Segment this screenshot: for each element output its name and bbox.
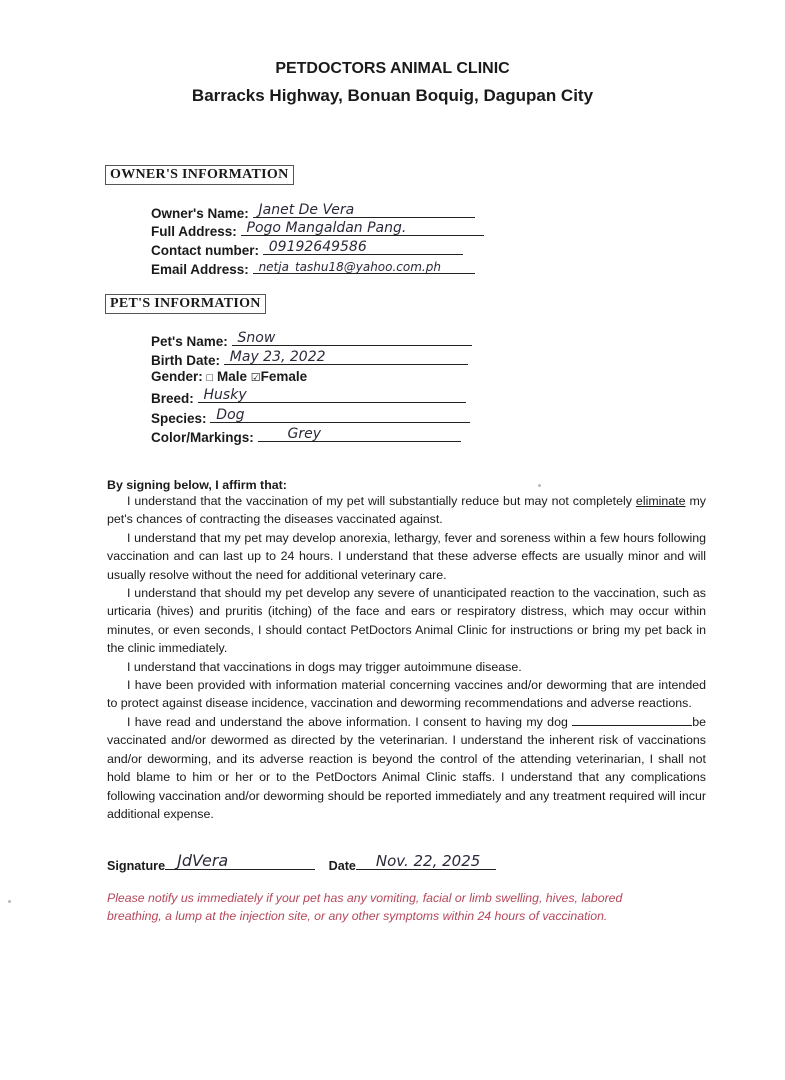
date-input[interactable] (356, 852, 496, 870)
species-input[interactable] (210, 408, 470, 423)
male-checkbox[interactable]: □ (206, 372, 214, 384)
owner-name-label: Owner's Name: (151, 206, 249, 221)
pet-information-heading: PET'S INFORMATION (105, 294, 266, 314)
breed-input[interactable] (198, 388, 466, 403)
gender-label: Gender: (151, 369, 203, 384)
affirmation-heading: By signing below, I affirm that: (107, 478, 287, 492)
affirmation-paragraph (107, 492, 706, 529)
pet-name-input[interactable] (232, 331, 472, 346)
eliminate-underlined: eliminate (635, 494, 686, 508)
email-address-input[interactable] (253, 259, 475, 274)
date-label: Date (328, 859, 356, 873)
affirmation-paragraph: I understand that vaccinations in dogs may trigger autoimmune disease. (127, 659, 522, 674)
affirmation-paragraph: I understand that my pet may develop anorexia, lethargy, fever and soreness within a few hours following vaccination and can last up to 24 hours. I understand that these adverse effects are usually minor and will usually resolve without the need for additional veterinary care. (107, 530, 706, 582)
color-markings-label: Color/Markings: (151, 430, 254, 445)
clinic-address: Barracks Highway, Bonuan Boquig, Dagupan City (191, 86, 594, 105)
contact-number-input[interactable] (263, 240, 463, 255)
birth-date-label: Birth Date: (151, 353, 221, 368)
email-address-value: netja_tashu18@yahoo.com.ph (258, 260, 441, 274)
contact-number-field (151, 240, 463, 258)
birth-date-field (151, 350, 468, 368)
contact-number-label: Contact number: (151, 243, 259, 258)
owner-name-input[interactable] (253, 203, 475, 218)
male-label: Male (216, 369, 247, 384)
species-field (151, 408, 470, 426)
species-value: Dog (216, 407, 245, 423)
signature-row (107, 851, 496, 873)
date-value: Nov. 22, 2025 (375, 852, 481, 870)
full-address-label: Full Address: (151, 224, 237, 239)
consent-paragraph (107, 713, 706, 823)
color-markings-value: Grey (287, 426, 322, 442)
birth-date-value: May 23, 2022 (229, 349, 326, 365)
email-address-label: Email Address: (151, 262, 249, 277)
contact-number-value: 09192649586 (268, 239, 367, 255)
affirmation-text (107, 492, 706, 823)
paragraph-text: be vaccinated and/or dewormed as directed by the veterinarian. I understand the inherent risk of vaccinations and/or deworming, and its adverse reaction is beyond the control of the attending veterinarian, I shall not hold blame to him or her or to the PetDoctors Animal Clinic staffs. I understand that any complications following vaccination and/or deworming should be reported immediately and any treatment required will incur additional expense. (107, 714, 706, 821)
breed-field (151, 388, 466, 406)
owner-information-heading: OWNER'S INFORMATION (105, 165, 294, 185)
scan-speck (538, 484, 541, 487)
paragraph-text: I have read and understand the above information. I consent to having my dog (127, 714, 573, 729)
full-address-value: Pogo Mangaldan Pang. (246, 220, 407, 236)
signature-value: JdVera (177, 851, 229, 870)
color-markings-field (151, 427, 461, 445)
signature-input[interactable] (165, 851, 315, 870)
dog-name-blank[interactable] (572, 713, 692, 726)
owner-name-field (151, 203, 475, 221)
gender-field (151, 369, 307, 384)
color-markings-input[interactable] (258, 427, 461, 442)
species-label: Species: (151, 411, 207, 426)
affirmation-paragraph: I have been provided with information material concerning vaccines and/or deworming that are intended to protect against disease incidence, vaccination and deworming recommendations and adverse reactions. (107, 678, 706, 711)
affirmation-paragraph: I understand that should my pet develop any severe of unanticipated reaction to the vaccination, such as urticaria (hives) and pruritis (itching) of the face and ears or respiratory distress, which may occur within minutes, or even seconds, I should contact PetDoctors Animal Clinic for instructions or bring my pet back in the clinic immediately. (107, 586, 706, 656)
scan-speck (8, 900, 11, 903)
full-address-field (151, 221, 484, 239)
breed-label: Breed: (151, 391, 194, 406)
pet-name-value: Snow (237, 330, 276, 346)
signature-label: Signature (107, 859, 166, 873)
birth-date-input[interactable] (224, 350, 468, 365)
post-vaccination-notice: Please notify us immediately if your pet has any vomiting, facial or limb swelling, hives, labored breathing, a lump at the injection site, or any other symptoms within 24 hours of vaccination. (107, 891, 623, 923)
female-checkbox[interactable]: ☑ (250, 372, 261, 384)
paragraph-text: my pet's chances of contracting the diseases vaccinated against. (107, 494, 706, 527)
female-label: Female (260, 369, 308, 384)
full-address-input[interactable] (241, 221, 484, 236)
email-address-field (151, 259, 475, 277)
pet-name-label: Pet's Name: (151, 334, 228, 349)
clinic-name: PETDOCTORS ANIMAL CLINIC (275, 60, 510, 77)
breed-value: Husky (203, 387, 247, 403)
owner-name-value: Janet De Vera (258, 202, 355, 218)
paragraph-text: I understand that the vaccination of my pet will substantially reduce but may not completely (127, 494, 632, 508)
pet-name-field (151, 331, 472, 349)
